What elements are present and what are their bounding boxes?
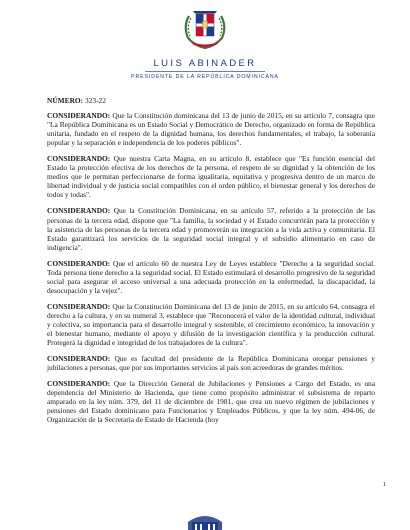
- paragraph-text: Que la Constitución Dominicana del 13 de junio de 2015, en su artículo 64, consagra el derecho a la cultura, y en su numeral 3, establece que "Reconocerá el valor de la identidad cultural, individual y colectiva, su importancia para el desarrollo integral y sostenible, el crecimiento económico, la innovación y el bienestar humano, mediante el apoyo y difusión de la investigación científica y la producción cultural. Protegerá la dignidad e integridad de los trabajadores de la cultura".: [47, 301, 375, 348]
- paragraph-text: Que la Constitución dominicana del 13 de junio de 2015, en su artículo 7, consagra que "La República Dominicana es un Estado Social y Democrático de Derecho, organizado en forma de República unitaria, fundado en el respeto de la dignidad humana, los derechos fundamentales, el trabajo, la soberanía popular y la separación e independencia de los poderes públicos".: [47, 111, 375, 148]
- paragraph-lead: CONSIDERANDO:: [47, 354, 111, 364]
- paragraph-text: Que la Dirección General de Jubilaciones y Pensiones a Cargo del Estado, es una dependencia del Ministerio de Hacienda, que tiene como propósito administrar el subsistema de reparto amparado en la ley núm. 379, del 11 de diciembre de 1981, que crea un nuevo régimen de jubilaciones y pensiones del Estado dominicano para Funcionarios y Empleados Públicos, y que la ley núm. 494-06, de Organización de la Secretaría de Estado de Hacienda (hoy: [47, 379, 375, 425]
- national-palace-icon: [180, 510, 230, 530]
- paragraph-lead: CONSIDERANDO:: [47, 258, 111, 268]
- decree-body: [47, 96, 375, 431]
- letterhead: [0, 6, 410, 80]
- paragraph-lead: CONSIDERANDO:: [47, 301, 111, 311]
- paragraph-text: Que nuestra Carta Magna, en su artículo 8, establece que "Es función esencial del Estado la protección efectiva de los derechos de la persona, el respeto de su dignidad y la obtención de los medios que le permitan perfeccionarse de forma igualitaria, equitativa y progresiva dentro de un marco de libertad individual y de justicia social compatibles con el orden público, el bienestar general y los derechos de todos y todas".: [47, 154, 375, 200]
- considerando-paragraph: [47, 302, 375, 347]
- paragraph-lead: CONSIDERANDO:: [47, 154, 111, 164]
- considerando-paragraph: [47, 354, 375, 372]
- paragraph-lead: CONSIDERANDO:: [47, 111, 111, 121]
- number-label: NÚMERO:: [47, 96, 84, 105]
- paragraph-text: Que es facultad del presidente de la República Dominicana otorgar pensiones y jubilaciones a personas, que por sus importantes servicios al país son acreedoras de grandes méritos.: [47, 354, 375, 373]
- considerando-paragraph: [47, 111, 375, 147]
- paragraph-lead: CONSIDERANDO:: [47, 206, 111, 216]
- paragraph-text: Que la Constitución Dominicana, en su artículo 57, referido a la protección de las personas de la tercera edad, dispone que "La familia, la sociedad y el Estado concurrirán para la protección y la asistencia de las personas de la tercera edad y promoverán su integración a la vida activa y comunitaria. El Estado garantizará los servicios de la seguridad social integral y el subsidio alimentario en caso de indigencia".: [47, 206, 375, 252]
- header-divider: [145, 71, 265, 72]
- paragraph-lead: CONSIDERANDO:: [47, 379, 111, 389]
- page-number: 1: [382, 481, 386, 488]
- number-value: 323-22: [85, 96, 106, 105]
- president-name: LUIS ABINADER: [153, 58, 257, 69]
- considerando-paragraph: [47, 259, 375, 295]
- decree-number: [47, 96, 375, 105]
- coat-of-arms-icon: [179, 6, 231, 54]
- considerando-paragraph: [47, 154, 375, 199]
- considerando-paragraph: [47, 206, 375, 251]
- considerando-paragraph: [47, 379, 375, 424]
- paragraph-text: Que el artículo 60 de nuestra Ley de Leyes establece "Derecho a la seguridad social. Toda persona tiene derecho a la seguridad social. El Estado estimulará el desarrollo progresivo de la seguridad social para asegurar el acceso universal a una adecuada protección en la enfermedad, la discapacidad, la desocupación y la vejez".: [47, 258, 375, 295]
- president-office: PRESIDENTE DE LA REPÚBLICA DOMINICANA: [131, 74, 279, 80]
